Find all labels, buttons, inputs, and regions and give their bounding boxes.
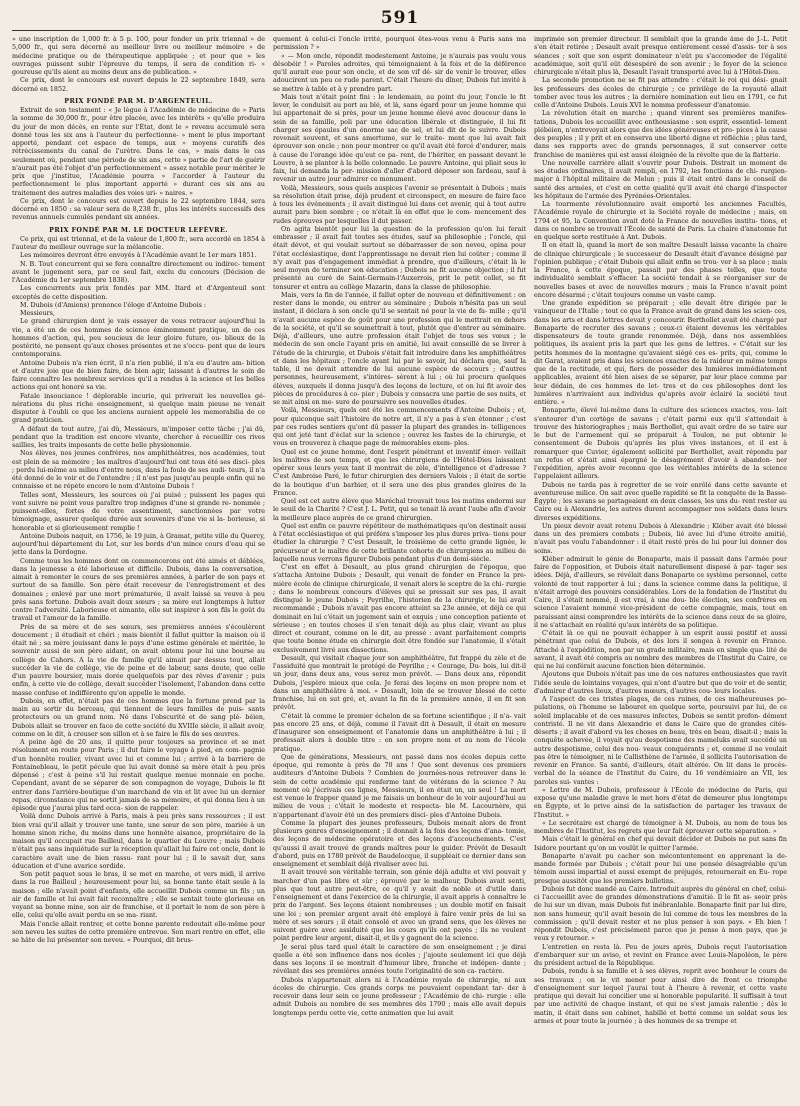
paragraph: Quel est enfin ce pauvre répétiteur de mathématiques qu'on destinait aussi à l'état ecclésiastique et qui préféra s'imposer les plus dures priva- tions pour étudier la chirurgie ? C'est Desault, le troisième de cette grande lignée, le précurseur et le maître de cette brillante cohorte de chirurgiens au milieu de laquelle nous verrons figurer Dubois pendant plus d'un demi-siècle. [273,522,526,563]
paragraph: C'était là ce qui ne pouvait échapper à un esprit aussi positif et aussi pénétrant que celui de Dubois, et dès lors il songea à revenir en France. Attaché à l'expédition, non par un grade militaire, mais en simple qua- lité de savant, il avait été compris au nombre des membres de l'Institut du Caire, ce qui ne lui conférait aucune fonction bien déterminée. [534,630,787,670]
paragraph: A l'aspect de ces tristes plages, de ces ruines, de ces malheureuses po- pulations, où l'homme se labouret en quelque sorte, poursuivi par lui, de ce soleil implacable et de ces masures infectes, Dubois se sentit profon- dément contristé. Il ne vit dans Alexandrie et dans le Caire que de grandes cités-déserts ; il avait d'abord vu les choses en beau, très en beau, disait-il ; mais la conquête achevée, il voyait qu'au despotisme des mameluks avait succédé un autre despotisme, celui des nou- veaux conquérants ; et, comme il ne voulait pas être le témoigner, ni le Callisthène de l'armée, il sollicita l'autorisation de revenir en France. Sa santé, d'ailleurs, était altérée. On lit dans le procès-verbal de la séance de l'Institut du Caire, du 16 vendémiaire an VII, les paroles sui- vantes : [534,696,787,786]
paragraph: Bonaparte n'avait pu cacher son mécontentement en apprenant la de- mande formée par Dubois ; c'était pour lui une pensée désagréable qu'un témoin aussi impartial et aussi exempt de préjugés, retournerait en Eu- rope presque aussitôt que les premiers bulletins. [534,852,787,885]
paragraph: M. Dubois (d'Amiens) prononce l'éloge d'Antoine Dubois : [20,301,207,309]
paragraph: Ce prix, dont le concours est ouvert depuis le 22 septembre 1844, sera décerné en 1850 : sa valeur sera de 8,238 fr., plus les intérêts successifs des revenus annuels cumulés pendant six années. [12,197,265,222]
paragraph: Desault, qui visitait chaque jour son amphithéâtre, fut frappé du zèle et de l'assiduité que montrait le protégé de Peyrilhe ; « Courage, Du- bois, lui dit-il un jour, dans deux ans, vous serez mon prévôt. — Dans deux ans, répondit Dubois, j'espère mieux que cela. Je ferai des leçons en mon propre nom et dans un amphithéâtre à moi. » Desault, loin de se trouver blessé de cette franchise, lui en sut gré, et, avant la fin de la première année, il en fit son prévôt. [273,654,526,712]
paragraph: Messieurs, [20,310,55,317]
paragraph: Je serai plus tard quel était le caractère de son enseignement ; je dirai quelle a été son influence dans nos écoles ; j'ajoute seulement ici que déjà dans ses leçons il se montrait d'humeur libre, franche et indépen- dante ; révélant des ses premières années toute l'originalité de son ca- ractère. [273,943,526,976]
paragraph: Voilà donc Dubois arrivé à Paris, mais à peu près sans ressources ; il est bien vrai qu'il allait y trouver une tante, une sœur de son père, mariée à un homme sinon riche, du moins dans une honnête aisance, propriétaire de la maison qu'il occupait rue Bailleul, dans le quartier du Louvre ; mais Dubois n'était pas sans inquiétude sur la réception qu'allait lui faire cet oncle, dont le caractère avait une de bien rassu- rant pour lui ; il le savait dur, sans éducation et d'une avarice sordide. [12,813,265,870]
paragraph: Il avait trouvé son véritable terrain, son génie déjà adulte et vivi pouvait y marcher d'un pas libre et sûr ; éprouvé par le malheur, Dubois avait senti, plus que tout autre peut-être, ce qu'il y avait de noble et d'utile dans l'enseignement et dans l'exercice de la chirurgie, il avait appris à connaître le prix de l'argent. Ses leçons étaient nombreuses ; un double motif en faisait une loi ; son premier argent avait été employé à faire venir près de lui sa mère et ses sœurs ; il était consolé et avec un grand sens, que les élèves ne suivent guère avec assiduité que les cours qu'ils ont payés ; ils ne veulent point perdre leur argent, disait-il, et ils y gagnent de la science. [273,869,526,943]
paragraph: La seconde promotion ne se fit pas attendre : c'était le roi qui dési- gnait les professeurs des écoles de chirurgie ; ce privilège de la royauté allait tomber avec tous les autres ; la dernière nomination eut lieu en 1791, ce fut celle d'Antoine Dubois. Louis XVI le nomma professeur d'anatomie. [534,77,787,109]
text-columns [12,36,788,1098]
paragraph: Voilà, Messieurs, sous quels auspices l'avenir se présentait à Dubois ; mais sa résolution était prise, déjà prudent et circonspect, en mesure de faire face à tous les événements ; il avait distingué lui dans cet avenir, qui à tout autre aurait paru bien sombre ; ce n'était là en effet que le com- mencement des rudes épreuves par lesquelles il dut passer. [273,184,526,225]
paragraph: Son petit paquet sous le bras, il se met en marche, et vers midi, il arrive dans la rue Bailleul ; heureusement pour lui, sa bonne tante était seule à la maison ; elle n'avait point d'enfants, elle accueillit Dubois comme un fils ; un air de famille et lui avait fait reconnaître ; elle se sentait toute glorieuse en voyant sa bonne mine, son air de franchise, et il portait le nom de son père à elle, celui qu'elle avait perdu en se ma- riant. [12,871,265,920]
paragraph: Bonaparte, élevé lui-même dans la culture des sciences exactes, vou- lait s'entourer d'un cortège de savans ; c'était parmi eux qu'il s'attendait à trouver des historiographes ; mais Berthollet, qui avait ordre de se taire sur le but de l'armement qui se préparait à Toulon, ne put obtenir le consentement de Dubois qu'après les plus vives instances, et il est à remarquer que Cuvier, également sollicité par Berthollet, avait répondu par un refus et s'était ainsi épargné le désagrément d'avoir à abandon- ner l'expédition, après avoir reconnu que les véritables intérêts de la science l'appelaient ailleurs. [534,407,787,481]
paragraph: Comme tous les hommes dont on commencerons ont été aimés et déblées, dans la jeunesse a été laborieuse et difficile. Dubois, dans la conversation, aimait à remonter le cours de ses premières années, à parler de son pays et surtout de sa famille. Son père était receveur de l'enregistrement et des domaines ; enlevé par une mort prématurée, il avait laissé sa veuve à peu près sans fortune. Dubois avait deux sœurs ; sa mère eut longtemps à lutter contre l'adversité. Laborieuse et aimante, elle sut inspirer à son fils le goût du travail et l'amour de la famille. [12,557,265,623]
paragraph: Nos élèves, nos jeunes confrères, nos amphithéâtres, nos académies, tout est plein de sa mémoire ; les maîtres d'aujourd'hui ont tous été ses disci- ples ; perdu lui-même au milieu d'entre nous, dans la foule de ses audi- teurs, il n'a été donné de le voir et de l'entendre ; il n'est pas jusqu'au peuple enfin qui ne connaisse et ne répète encore le nom d'Antoine Dubois ! [12,450,265,491]
paragraph: Antoine Dubois n'a rien écrit, il n'a rien publié, il n'a eu d'autre am- bition et d'autre joie que de bien faire, de bien agir, laissant à d'autres le soin de faire connaître les nombreux services qu'il a rendus à la science et les belles actions qui ont honoré sa vie. [12,359,265,392]
paragraph: Quel est cet autre élève que Maréchal trouvait tous les matins endormi sur le seuil de la Charité ? C'est J. L. Petit, qui se tenait là avant l'aube afin d'avoir la meilleure place auprès de ce grand chirurgien. [273,498,526,522]
paragraph: Dubois, en effet, n'était pas de ces hommes que la fortune prend par la main au sortir du berceau, qui tiennent de leurs familles de puis- sants protecteurs ou un grand nom. Né dans l'obscurité et de sang plé- béien, Dubois allait se trouver en face de cette société du XVIIIe siècle, il allait avoir, comme on le dit, à creuser son sillon et à se faire le fils de ses œuvres. [12,697,265,738]
paragraph: A défaut de tout autre, j'ai dû, Messieurs, m'imposer cette tâche ; j'ai dû, pendant que la tradition est encore vivante, chercher à recueillir ces rives saillies, les traits imposants de cette belle physionomie. [12,425,265,449]
paragraph: Telles sont, Messieurs, les sources où j'ai puisé ; puissent les pages qui vont suivre ne point vous paraître trop indignes d'une si grande re- nommée ; puissent-elles, fortes de votre assentiment, sanctionnées par votre témoignage, assurer quelque durée aux souvenirs d'une vie si la- borieuse, si honorable et si glorieusement remplie ! [12,491,265,532]
paragraph: Que de générations, Messieurs, ont passé dans nos écoles depuis cette époque, qui remonte à près de 70 ans ! Que sont devenus ces premiers auditeurs d'Antoine Dubois ? Combien de journées-nous retrouver dans le sein de cette académie qui renferme tant de vétérans de la science ? Au moment où j'écrivais ces lignes, Messieurs, il en était un, un seul ! La mort est venue le frapper quand je me faisais un bonheur de le voir aujourd'hui au milieu de vous ; c'était le modeste et respecta- ble M. Lacournère, qui n'appartenant d'avoir été un des premiers disci- ples d'Antoine Dubois. [273,753,526,819]
page-number: 591 [380,8,420,28]
paragraph: « Lettre de M. Dubois, professeur à l'École de médecine de Paris, qui expose qu'une maladie grave le met hors d'état de demeurer plus longtemps en Égypte, et le prive ainsi de la satisfaction de partager les travaux de l'Institut. » [534,786,787,819]
paragraph: Près de sa mère et de ses sœurs, ses premières années s'écoulèrent doucement ; il étudiait et chéri ; mais bientôt il fallut quitter la maison où il était né ; sa mère jouissant dans le pays d'une estime générale et méritée, le souvenir aussi de son père aidant, on avait obtenu pour lui une bourse au collège de Cahors. A la vie de famille qu'il aimait par dessus tout, allait succéder la vie de collège, vie de peine et de labeur, sans doute, que celle d'un pauvre boursier, mais dorée quelquefois par des rêves d'avenir ; puis enfin, à cette vie de collège, devait succéder l'isolement, l'abandon dans cette masse confuse et indifférente qu'on appelle le monde. [12,623,265,697]
paragraph: Fatale insouciance ! déplorable incurie, qui priverait les nouvelles gé- nérations du plus riche enseignement, si quelque main pieuse ne venait disputer à l'oubli ce que les anciens auraient appelé les memorabilia de ce grand praticien. [12,392,265,425]
paragraph: L'entretien en resta là. Peu de jours après, Dubois reçut l'autorisation d'embarquer sur un aviso, et revint en France avec Louis-Napoléon, le père du président actuel de la République. [534,943,787,967]
column-2 [273,36,526,1098]
paragraph: A peine âgé de 20 ans, il quitte pour toujours sa province et se met résolument en route pour Paris ; il dut faire le voyage à pied, en com- pagnie d'un honnête roulier, vivant avec lui et comme lui ; arrivé à la barrière de Fontainebleau, le petit pécule que lui avait donné sa mère était à peu près dépensé ; c'est à peine s'il lui restait quelque menue monnaie en poche. Cependant, avant de se séparer de son compagnon de voyage, Dubois le fit entrer dans l'arrière-boutique d'un marchand de vin et lit avec lui un dernier repas, circonstance qui ne sortit jamais de sa mémoire, et qui donna lieu à un épisode que j'aurai plus tard occa- sion de rappeler. [12,739,265,812]
paragraph: Antoine Dubois naquit, en 1756, le 19 juin, à Gramat, petite ville du Quercy, aujourd'hui département du Lot, sur les bords d'un mince cours d'eau qui se jette dans la Dordogne. [12,532,265,557]
paragraph: « — Mon oncle, répondit modestement Antoine, je n'aurais pas voulu vous désobéir ! » Paroles adroites, qui témoignaient à la fois et de la déférence qu'il aurait eue pour son oncle, et de son vif dé- sir de venir le trouver, elles adoucirent un peu ce rude parent. C'était l'heure du dîner, Dubois fut invité à se mettre à table et à y prendre part. [273,52,526,93]
paragraph: Ajoutons que Dubois n'était pas une de ces natures enthousiastes que ravit l'idée seule de lointains voyages, qui n'ont d'autre but que de voir et de sentir, d'admirer d'autres lieux, d'autres mœurs, d'autres cou- leurs locales. [534,671,787,695]
paragraph: » une inscription de 1,000 fr. à 5 p. 100, pour fonder un prix triennal » de 5,000 fr., qui sera décerné au meilleur livre ou meilleur mémoire » de médecine pratique ou de thérapeutique appliquée ; et pour que » les ouvrages puissent subir l'épreuve du temps, il sera de condition ri- » goureuse qu'ils aient au moins deux ans de publication. » [12,36,265,76]
paragraph: Ce prix, qui est triennal, et de la valeur de 1,800 fr., sera accordé en 1854 à l'auteur du meilleur ouvrage sur la mélancolie. [12,235,265,251]
paragraph: Dubois fut donc mandé au Caire. Introduit auprès du général en chef, celui-ci l'accueillit avec de grandes démonstrations d'amitié. Il le fit as- seoir près de lui sur un divan, mais Dubois fut inébranlable. Bonaparte finit par lui dire, non sans humeur, qu'il avait besoin de lui comme de tous les membres de la commission ; qu'il devait rester et ne plus penser à son pays. « Eh bien ! répondit Dubois, c'est précisément parce que je pense à mon pays, que je veux y retourner. » [534,885,787,943]
paragraph: Mais c'était le général en chef qui devait décider et Dubois ne put sans fin Isidore pourtant qu'on un voulût le quitter l'armée. [534,836,787,852]
paragraph: On agita bientôt pour lui la question de la profession qu'on lui ferait embrasser ; il avait fait toutes ses études, sauf sa philosophie ; l'oncle, qui était dévot, et qui voulait surtout se débarrasser de son neveu, opina pour l'état ecclésiastique, dont l'apprentissage ne devait rien lui coûter ; comme il n'y avait pas d'engagement immédiat à prendre, que d'ailleurs, c'était là le seul moyen de terminer son éducation ; Dubois ne fit aucune objection ; il fut présenté au curé de Saint-Germain-l'Auxerrois, prit le petit collet, se fit tonsurer et entra au collège Mazarin, dans la classe de philosophie. [273,225,526,291]
section-heading: PRIX FONDÉ PAR M. D'ARGENTEUIL. [64,96,213,105]
paragraph: Ce prix, dont le concours est ouvert depuis le 22 septembre 1849, sera décerné en 1852. [12,77,265,93]
paragraph: « Le secrétaire est chargé de témoigner à M. Dubois, au nom de tous les membres de l'Institut, les regrets que leur fait éprouver cette séparation. » [534,819,787,835]
paragraph: Comme la plupart des jeunes professeurs, Dubois menait alors de front plusieurs genres d'enseignement ; il donnait à la fois des leçons d'ana- tomie, des leçons de médecine opératoire et des leçons d'accouchements. C'est qu'aussi il avait trouvé de grands maîtres pour le guider. Prévôt de Desault d'abord, puis en 1780 prévôt de Baudelocque, il suppléait ce dernier dans son enseignement et semblait déjà rivaliser avec lui. [273,819,526,868]
paragraph: Voilà, Messieurs, quels ont été les commencements d'Antoine Dubois ; et, pour quiconque sait l'histoire de notre art, il n'y a pas à s'en étonner ; c'est par ces rudes sentiers qu'ont dû passer la plupart des grandes in- telligences qui ont jeté tant d'éclat sur la science ; ouvrez les fastes de la chirurgie, et vous en trouverez à chaque page de mémorables exem- ples. [273,407,526,448]
paragraph: Une grande expédition se préparait ; elle devait être dirigée par le vainqueur de l'Italie ; tout ce que la France avait de grand dans les scien- ces, dans les arts et dans lettres devait y concourir. Berthollet avait été chargé par Bonaparte de recruter des savans ; ceux-ci étaient devenus les véritables dispensateurs de toute grande renommée. Déjà, dans nos assemblées politiques, ils avaient pris la part que les gens de lettres. « C'était sur les petits hommes de la montagne qu'avaient siégé ces es- prits, qui, comme le dit Garat, avaient pris dans les sciences exactes de la raideur en même temps que de la rectitude, et qui, fiers de posséder des lumières immédiatement applicables, avaient été bien aises de se séparer, par leur place comme par leur dédain, de ces hommes de let- tres et de ces philosophes dont les lumières n'arrivaient aux individus qu'après avoir éclairé la société tout entière. » [534,300,787,406]
paragraph: quement à celui-ci l'oncle irrité, pourquoi êtes-vous venu à Paris sans ma permission ? » [273,36,526,52]
paragraph: Le grand chirurgien dont je vais essayer de vous retracer aujourd'hui la vie, a été un de ces hommes de science éminemment pratique, un de ces hommes d'action, qui, peu soucieux de leur gloire future, ou- blieux de la postérité, ne pensent qu'aux choses présentes et ne s'occu- pent que de leurs contemporains. [12,318,265,359]
paragraph: Dubois, rendu à sa famille et à ses élèves, reprit avec bonheur le cours de ses travaux ; on le vit mener pour ainsi dire de front ce triomphe d'enseignement sur lequel j'aurai tout à l'heure à revenir, et cette vaste pratique qui devait lui concilier une si honorable popularité. Il suffisait à tout par une activité de chaque instant, et qui ne s'est jamais ralentie ; dès le matin, il était dans son cabinet, habillé et botté comme un soldat sous les armes et pour toute la journée ; à des hommes de sa trempe et [534,968,787,1025]
paragraph: imprimée son premier directeur. Il semblait que la grande âme de J.-L. Petit s'en était retirée ; Desault avait presque entièrement cessé d'assis- ter à ses séances ; soit que son esprit dominateur n'eût pu s'accomoder de l'égalité académique, soit qu'il eût désespéré de son avenir ; le foyer de la science chirurgicale n'était plus là, Desault l'avait transporté avec lui à l'Hôtel-Dieu. [534,36,787,76]
header-rule [12,30,788,31]
paragraph: C'était là comme le premier échelon de sa fortune scientifique ; il n'a- vait pas encore 25 ans, et déjà, comme il l'avait dit à Desault, il était en mesure d'inaugurer son enseignement et l'anatomie dans un amphithéâtre à lui ; il professait alors à double titre : en son propre nom et au nom de l'école pratique. [273,712,526,753]
paragraph: C'est en effet à Desault, au plus grand chirurgien de l'époque, que s'attacha Antoine Dubois ; Desault, qui venait de fonder en France la pre- mière école de clinique chirurgicale, il venait alors le sceptre de la chi- rurgie ; dans le nombreux concours d'élèves qui se pressait sur ses pas, il avait distingué le jeune Dubois ; Peyrilhe, l'historien de la chirurgie, le lui avait recommandé ; Dubois n'avait pas encore atteint sa 23e année, et déjà ce qui dominait en lui c'était un jugement sain et exquis ; une conception patiente et sérieuse ; en toutes choses il s'en tenait déjà au plus clair, vivant au plus direct et courant, comme on le dit, au pressé : avant parfaitement compris que toute bonne étude en chirurgie doit être fondée sur l'anatomie, il s'était exclusivement livré aux dissections. [273,564,526,654]
paragraph: Extrait de son testament : « Je lègue à l'Académie de médecine de » Paris la somme de 30,000 fr., pour être placée, avec les intérêts » qu'elle produira du jour de mon décès, en rente sur l'État, dont le » revenu accumulé sera donné tous les six ans à l'auteur du perfectionne- » ment le plus important apporté, pendant cet espace de temps, aux » moyens curatifs des rétrécissements du canal de l'urètre. Dans le cas, » mais dans le cas seulement où, pendant une période de six ans, cette » partie de l'art de guérir n'aurait pas été l'objet d'un perfectionnement » assez notable pour mériter le prix que j'institue, l'Académie pourra » l'accorder à l'auteur du perfectionnement le plus important apporté » durant ces six ans au traitement des autres maladies des voies uri- » naires. » [12,107,265,197]
paragraph: Quel est ce jeune homme, dont l'esprit pénétrant et inventif émer- veillait les maîtres de son temps, et que les chirurgiens de l'Hôtel-Dieu laissaient opérer sous leurs yeux tant il montrait de zèle, d'intelligence et d'adresse ? C'est Ambroise Paré, le futur chirurgien des derniers Valois ; il était de sortie de la boutique d'un barbier, et il sera une des plus grandes gloires de la France. [273,448,526,497]
paragraph: Mais, vers la fin de l'année, il fallut opter de nouveau et définitivement : on rester dans le monde, ou entrer au séminaire ; Dubois n'hésita pas un seul instant, il déclara à son oncle qu'il se sentait né pour la vie de fa- mille ; qu'il n'avait aucune espèce de goût pour une profession qui le mettrait en dehors de la société, et qu'il se soumettrait à tout, plutôt que d'entrer au séminaire. Déjà, d'ailleurs, une autre profession était l'objet de tous ses vœux ; le médecin de son oncle l'ayant pris en amitié, lui avait conseillé de se livrer à l'étude de la chirurgie, et Dubois s'était fait introduire dans les amphithéâtres et dans les hôpitaux ; l'oncle ayant lui par le savoir, lui déclara que, sauf la table, il ne devait attendre de lui aucune espèce de secours ; d'autres personnes, heureusement, s'intéres- sèrent à lui ; où lui procura quelques élèves, auxquels il donna jusqu'à des leçons de lecture, et on lui fit avoir des pièces de procédures à co- pier ; Dubois y consacra une partie de ses nuits, et se mit ainsi en me- sure de poursuivre ses nouvelles études. [273,291,526,406]
paragraph: La tourmente révolutionnaire avait emporté les anciennes Facultés, l'Académie royale de chirurgie et la Société royale de médecine ; mais, en 1794 et 95, la Convention avait doté la France de nouvelles institu- tions, et dans ce nombre se trouvait l'École de santé de Paris. La chaire d'anatomie fut en quelque sorte restituée à Ant. Dubois. [534,201,787,241]
paragraph: Mais tout n'était point fini : le lendemain, au point du jour, l'oncle le fit lever, le conduisit au port au blé, et là, sans égard pour un jeune homme qui lui appartenait de si près, pour un jeune homme élevé avec douceur dans le sein de sa famille, poli par une éducation libérale et distinguée, il lui fit charger ses épaules d'un énorme sac de sel, et lui dit de le suivre. Dubois revenait souvent, et sans amertume, sur le traite- ment que lui avait fait éprouver son oncle ; non pour montrer ce qu'il avait été forcé d'endurer, mais à cause de l'orange idée qu'eut ce pa- rent, de l'hériter, en passant devant le Louvre, à se planter à la belle colonnade. Le pauvre Antoine, qui pliait sous le faix, lui demanda la per- mission d'aller d'abord déposer son fardeau, sauf à revenir un autre jour admirer ce monument. [273,93,526,184]
paragraph: Une nouvelle carrière allait s'ouvrir pour Dubois. Distrait un moment de ses études ordinaires, il avait rempli, en 1792, les fonctions de chi- rurgien-major à l'hôpital militaire de Melun ; puis il était entré dans le conseil de santé des armées, et c'est en cette qualité qu'il avait été chargé d'inspecter les hôpitaux de l'armée des Pyrénées-Orientales. [534,159,787,200]
paragraph: La révolution était en marche ; quand vinrent ses premières manifes- tations, Dubois les accueillit avec enthousiasme : son esprit, essentiel- lement plébéien, n'entrevoyait alors que des idées généreuses et pro- pices à la cause des peuples ; il y prit et en conserva une liberté digne et réfléchie ; plus tard, dans ses rapports avec de grands personnages, il sut conserver cette franchise de manières qui est aussi éloignée de la révolte que de la flatterie. [534,110,787,159]
paragraph: Il en était là, quand la mort de son maître Desault laissa vacante la chaire de clinique chirurgicale ; le successeur de Desault était d'avance désigné par l'opinion publique ; c'était Dubois qui allait enfin se trou- ver à sa place ; mais la France, à cette époque, passait par des phases telles, que toute individualité semblait s'effacer. La société tendait à se réorganiser sur de nouvelles bases et avec de nouvelles mœurs ; mais la France n'avait point encore désarmé ; c'était toujours comme un vaste camp. [534,242,787,299]
column-3 [534,36,787,1098]
paragraph: Kléber admirait le génie de Bonaparte, mais il passait dans l'armée pour faire de l'opposition, et Dubois était naturellement disposé à par- tager ses idées. Déjà, d'ailleurs, se révélait dans Bonaparte ce système personnel, cette volonté de tout rapporter à lui ; dans la science comme dans la politique, il n'était arrogé des pouvoirs considérables. Lors de la fondation de l'Institut du Caire, il s'était nommé, il est vrai, à une dou- ble élection, ses confrères en science l'avaient nommé vice-président de cette compagnie, mais, tout en paraissant ainsi comprendre les intérêts de la science dans ceux de sa gloire, il ne s'attachait en réalité qu'aux intérêts de sa politique. [534,555,787,629]
paragraph: N. B. Tout concurrent qui se fera connaître directement ou indirec- tement avant le jugement sera, par ce seul fait, exclu du concours (Décision de l'Académie du 1er septembre 1838). [12,260,265,284]
paragraph: Un pieux devoir avait retenu Dubois à Alexandrie ; Kléber avait été blessé dans un des premiers combats ; Dubois, lié avec lui d'une étroite amitié, n'avait pas voulu l'abandonner : il était resté près de lui pour lui donner des soins. [534,522,787,555]
paragraph: Dubois ne tarda pas à regretter de se voir enrôlé dans cette savante et aventureuse milice. On sait avec quelle rapidité se fit la conquête de la Basse-Égypte ; les savans se partageaient en deux classes, les uns du- rent rester au Caire ou à Alexandrie, les autres durent accompagner nos soldats dans leurs diverses expéditions. [534,481,787,522]
paragraph: Les concurrents aux prix fondés par MM. Itard et d'Argenteuil sont exceptés de cette disposition. [12,285,265,301]
section-heading: PRIX FONDÉ PAR M. LE DOCTEUR LEFÈVRE. [49,225,228,234]
paragraph: Les mémoires devront être envoyés à l'Académie avant le 1er mars 1851. [20,252,257,260]
paragraph: Dubois n'appartenait alors ni à l'Académie royale de chirurgie, ni aux écoles de chirurgie. Ces grands corps ne pouvaient cependant tar- der à recevoir dans leur sein ce jeune professeur ; l'Académie de chi- rurgie : elle admit Dubois au nombre de ses membres dès 1790 ; mais elle avait depuis longtemps perdu cette vie, cette animation que lui avait [273,976,526,1017]
column-1 [12,36,265,1098]
paragraph: Mais l'oncle allait rentrer, et cette bonne parente redoutait elle-même pour son neveu les suites de cette première entrevue. Son mari rentre en effet, elle se hâte de lui présenter son neveu. « Pourquoi, dit brus- [12,920,265,944]
